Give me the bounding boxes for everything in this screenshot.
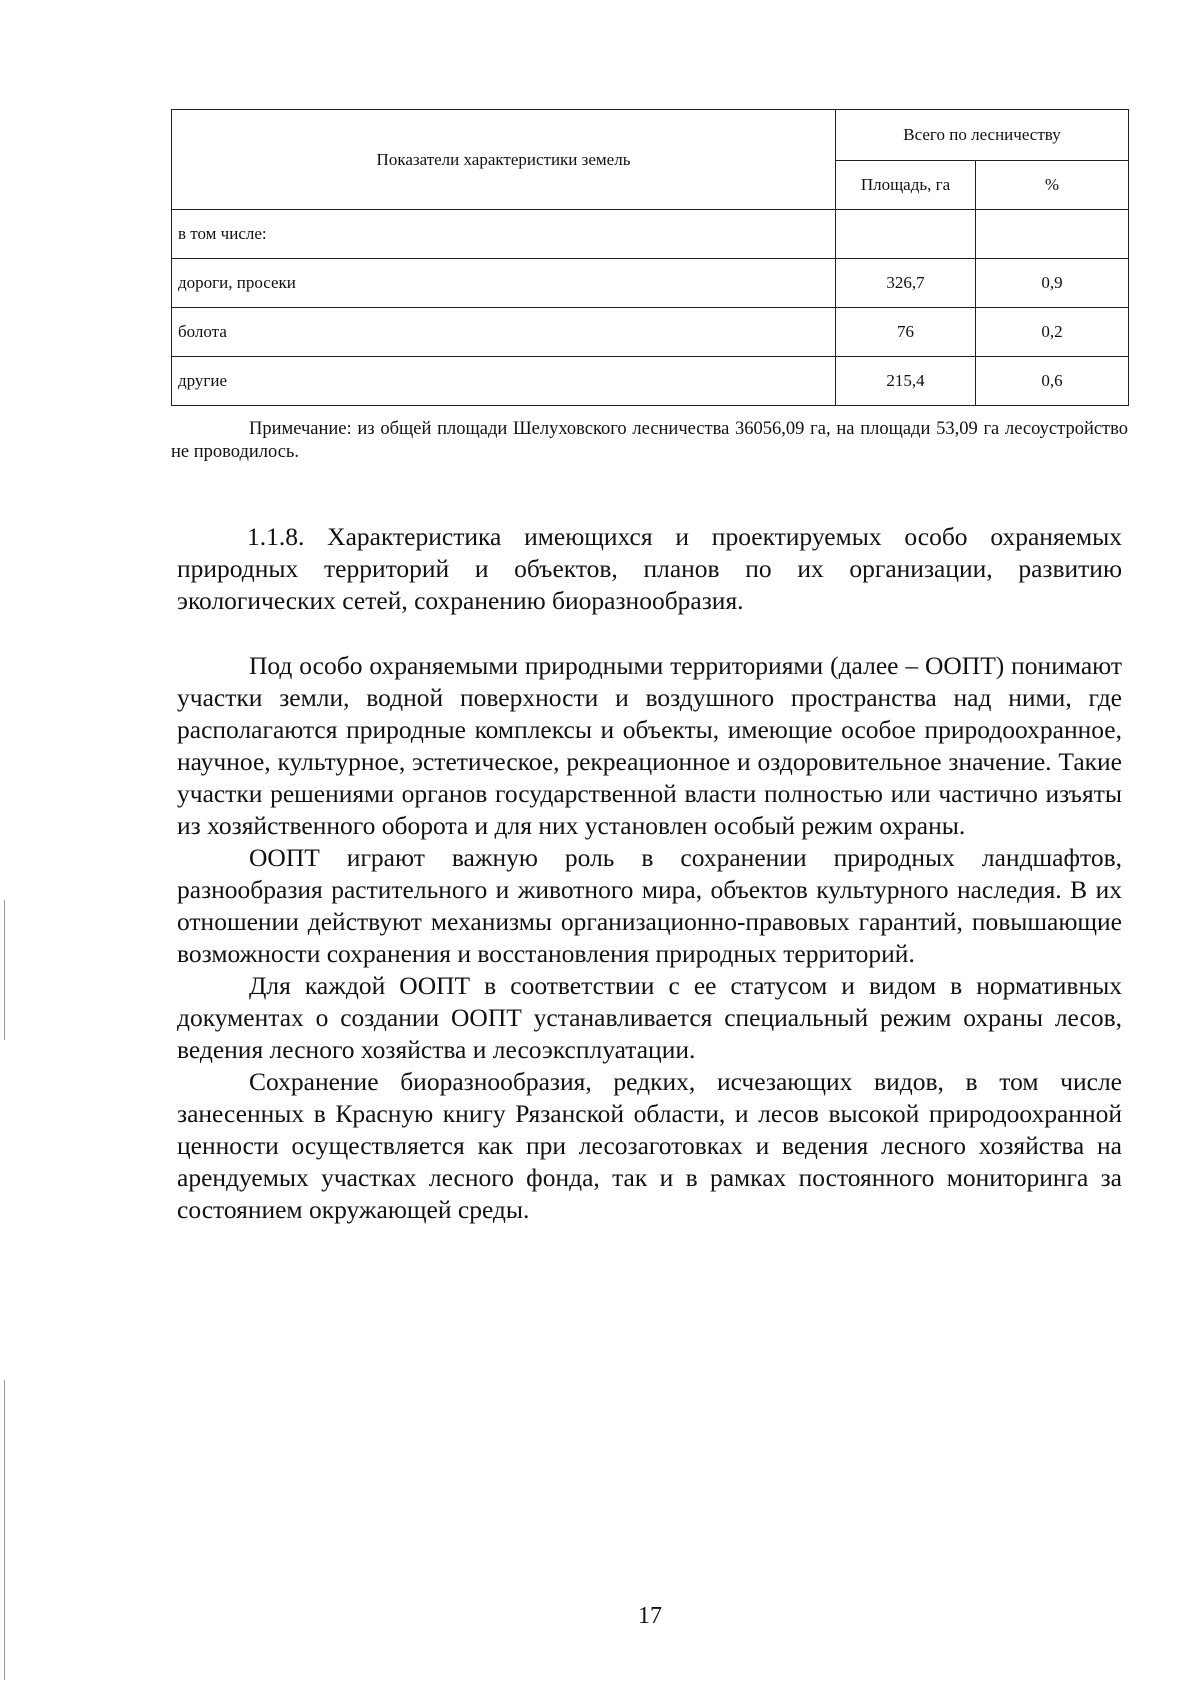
table-note: Примечание: из общей площади Шелуховского лесничества 36056,09 га, на площади 53,09 га лесоустройство не проводилось. xyxy=(171,419,1128,462)
page-number: 17 xyxy=(638,1603,662,1629)
header-total: Всего по лесничеству xyxy=(836,110,1129,161)
header-indicator: Показатели характеристики земель xyxy=(172,110,836,210)
scan-edge-mark xyxy=(4,1380,5,1680)
row-area: 326,7 xyxy=(836,259,976,308)
row-percent: 0,6 xyxy=(976,357,1129,406)
row-label: болота xyxy=(172,308,836,357)
row-percent: 0,9 xyxy=(976,259,1129,308)
table-row xyxy=(172,357,1129,406)
row-label: дороги, просеки xyxy=(172,259,836,308)
header-area: Площадь, га xyxy=(836,161,976,210)
row-label: в том числе: xyxy=(172,210,836,259)
table-row xyxy=(172,259,1129,308)
row-percent xyxy=(976,210,1129,259)
row-label: другие xyxy=(172,357,836,406)
paragraph: ООПТ играют важную роль в сохранении природных ландшафтов, разнообразия растительного и животного мира, объектов культурного наследия. В их отношении действуют механизмы организационно-правовых гарантий, повышающие возможности сохранения и восстановления природных территорий. xyxy=(177,843,1122,968)
table-row xyxy=(172,210,1129,259)
row-area xyxy=(836,210,976,259)
land-characteristics-table xyxy=(171,109,1129,406)
section-heading: 1.1.8. Характеристика имеющихся и проектируемых особо охраняемых природных территорий и объектов, планов по их организации, развитию экологических сетей, сохранению биоразнообразия. xyxy=(177,522,1122,615)
row-area: 215,4 xyxy=(836,357,976,406)
scan-edge-mark xyxy=(4,900,5,1040)
row-percent: 0,2 xyxy=(976,308,1129,357)
table-header-row xyxy=(172,110,1129,161)
paragraph: Для каждой ООПТ в соответствии с ее статусом и видом в нормативных документах о создании ООПТ устанавливается специальный режим охраны лесов, ведения лесного хозяйства и лесоэксплуатации. xyxy=(177,971,1122,1064)
table-row xyxy=(172,308,1129,357)
row-area: 76 xyxy=(836,308,976,357)
paragraph: Под особо охраняемыми природными территориями (далее – ООПТ) понимают участки земли, водной поверхности и воздушного пространства над ними, где располагаются природные комплексы и объекты, имеющие особое природоохранное, научное, культурное, эстетическое, рекреационное и оздоровительное значение. Такие участки решениями органов государственной власти полностью или частично изъяты из хозяйственного оборота и для них установлен особый режим охраны. xyxy=(177,651,1122,840)
paragraph: Сохранение биоразнообразия, редких, исчезающих видов, в том числе занесенных в Красную книгу Рязанской области, и лесов высокой природоохранной ценности осуществляется как при лесозаготовках и ведения лесного хозяйства на арендуемых участках лесного фонда, так и в рамках постоянного мониторинга за состоянием окружающей среды. xyxy=(177,1067,1122,1224)
header-percent: % xyxy=(976,161,1129,210)
body-text xyxy=(177,650,1122,1226)
